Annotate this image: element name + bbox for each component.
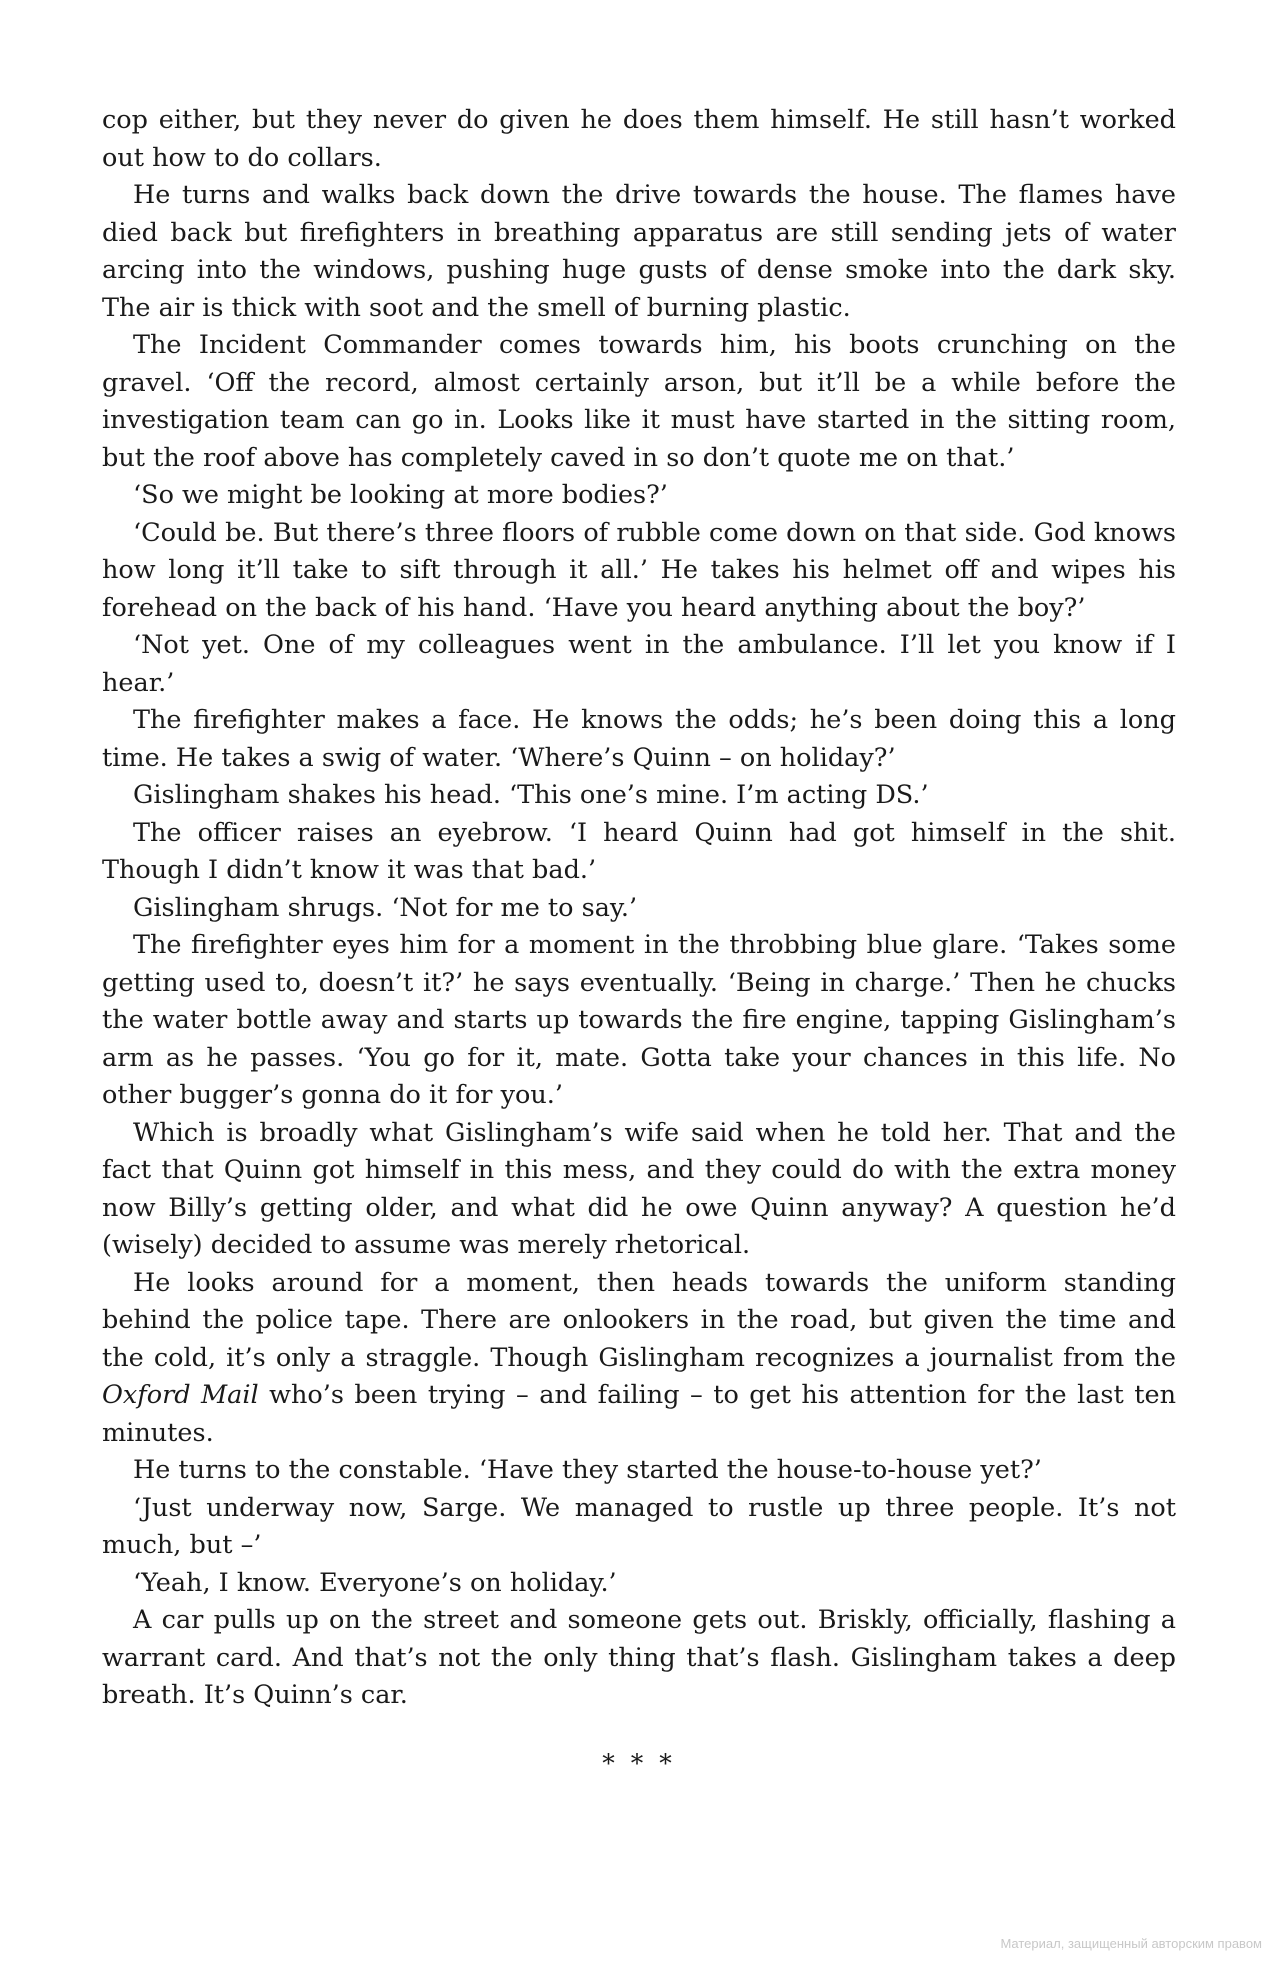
paragraph-6: ‘Not yet. One of my colleagues went in the ambulance. I’ll let you know if I hear.’ xyxy=(102,630,1176,698)
copyright-watermark: Материал, защищенный авторским правом xyxy=(1000,1936,1262,1951)
paragraph-10: Gislingham shrugs. ‘Not for me to say.’ xyxy=(133,892,638,923)
newspaper-title: Oxford Mail xyxy=(102,1380,259,1410)
paragraph-3: The Incident Commander comes towards him, his boots crunching on the gravel. ‘Off the record, almost certainly arson, but it’ll be a while before the investigation team can go in. Looks like it must have started in the sitting room, but the roof above has completely caved in so don’t quote me on that.’ xyxy=(102,330,1176,473)
paragraph-15: ‘Just underway now, Sarge. We managed to rustle up three people. It’s not much, but –’ xyxy=(102,1492,1176,1560)
paragraph-16: ‘Yeah, I know. Everyone’s on holiday.’ xyxy=(133,1567,617,1598)
book-page-text xyxy=(102,102,1176,1782)
paragraph-8: Gislingham shakes his head. ‘This one’s mine. I’m acting DS.’ xyxy=(133,780,929,810)
paragraph-5: ‘Could be. But there’s three floors of rubble come down on that side. God knows how long it’ll take to sift through it all.’ He takes his helmet off and wipes his forehead on the back of his hand. ‘Have you heard anything about the boy?’ xyxy=(102,517,1176,623)
paragraph-11: The firefighter eyes him for a moment in the throbbing blue glare. ‘Takes some getting used to, doesn’t it?’ he says eventually. ‘Being in charge.’ Then he chucks the water bottle away and starts up towards the fire engine, tapping Gislingham’s arm as he passes. ‘You go for it, mate. Gotta take your chances in this life. No other bugger’s gonna do it for you.’ xyxy=(102,930,1176,1110)
paragraph-14: He turns to the constable. ‘Have they started the house-to-house yet?’ xyxy=(133,1455,1042,1485)
section-break: * * * xyxy=(602,1748,676,1778)
paragraph-13 xyxy=(102,1265,1176,1453)
paragraph-7: The firefighter makes a face. He knows the odds; he’s been doing this a long time. He takes a swig of water. ‘Where’s Quinn – on holiday?’ xyxy=(102,705,1176,773)
paragraph-9: The officer raises an eyebrow. ‘I heard Quinn had got himself in the shit. Though I didn’t know it was that bad.’ xyxy=(102,817,1176,885)
paragraph-12: Which is broadly what Gislingham’s wife said when he told her. That and the fact that Quinn got himself in this mess, and they could do with the extra money now Billy’s getting older, and what did he owe Quinn anyway? A question he’d (wisely) decided to assume was merely rhetorical. xyxy=(102,1117,1176,1260)
paragraph-2: He turns and walks back down the drive towards the house. The flames have died back but firefighters in breathing apparatus are still sending jets of water arcing into the windows, pushing huge gusts of dense smoke into the dark sky. The air is thick with soot and the smell of burning plastic. xyxy=(102,180,1176,323)
paragraph-1: cop either, but they never do given he does them himself. He still hasn’t worked out how to do collars. xyxy=(102,105,1176,173)
paragraph-13-text-after: who’s been trying – and failing – to get his attention for the last ten minutes. xyxy=(102,1380,1176,1448)
paragraph-13-text-before: He looks around for a moment, then heads towards the uniform standing behind the police tape. There are onlookers in the road, but given the time and the cold, it’s only a straggle. Though Gislingham recognizes a journalist from the xyxy=(102,1267,1176,1373)
paragraph-17: A car pulls up on the street and someone gets out. Briskly, officially, flashing a warrant card. And that’s not the only thing that’s flash. Gislingham takes a deep breath. It’s Quinn’s car. xyxy=(102,1605,1176,1710)
paragraph-4: ‘So we might be looking at more bodies?’ xyxy=(133,480,668,510)
